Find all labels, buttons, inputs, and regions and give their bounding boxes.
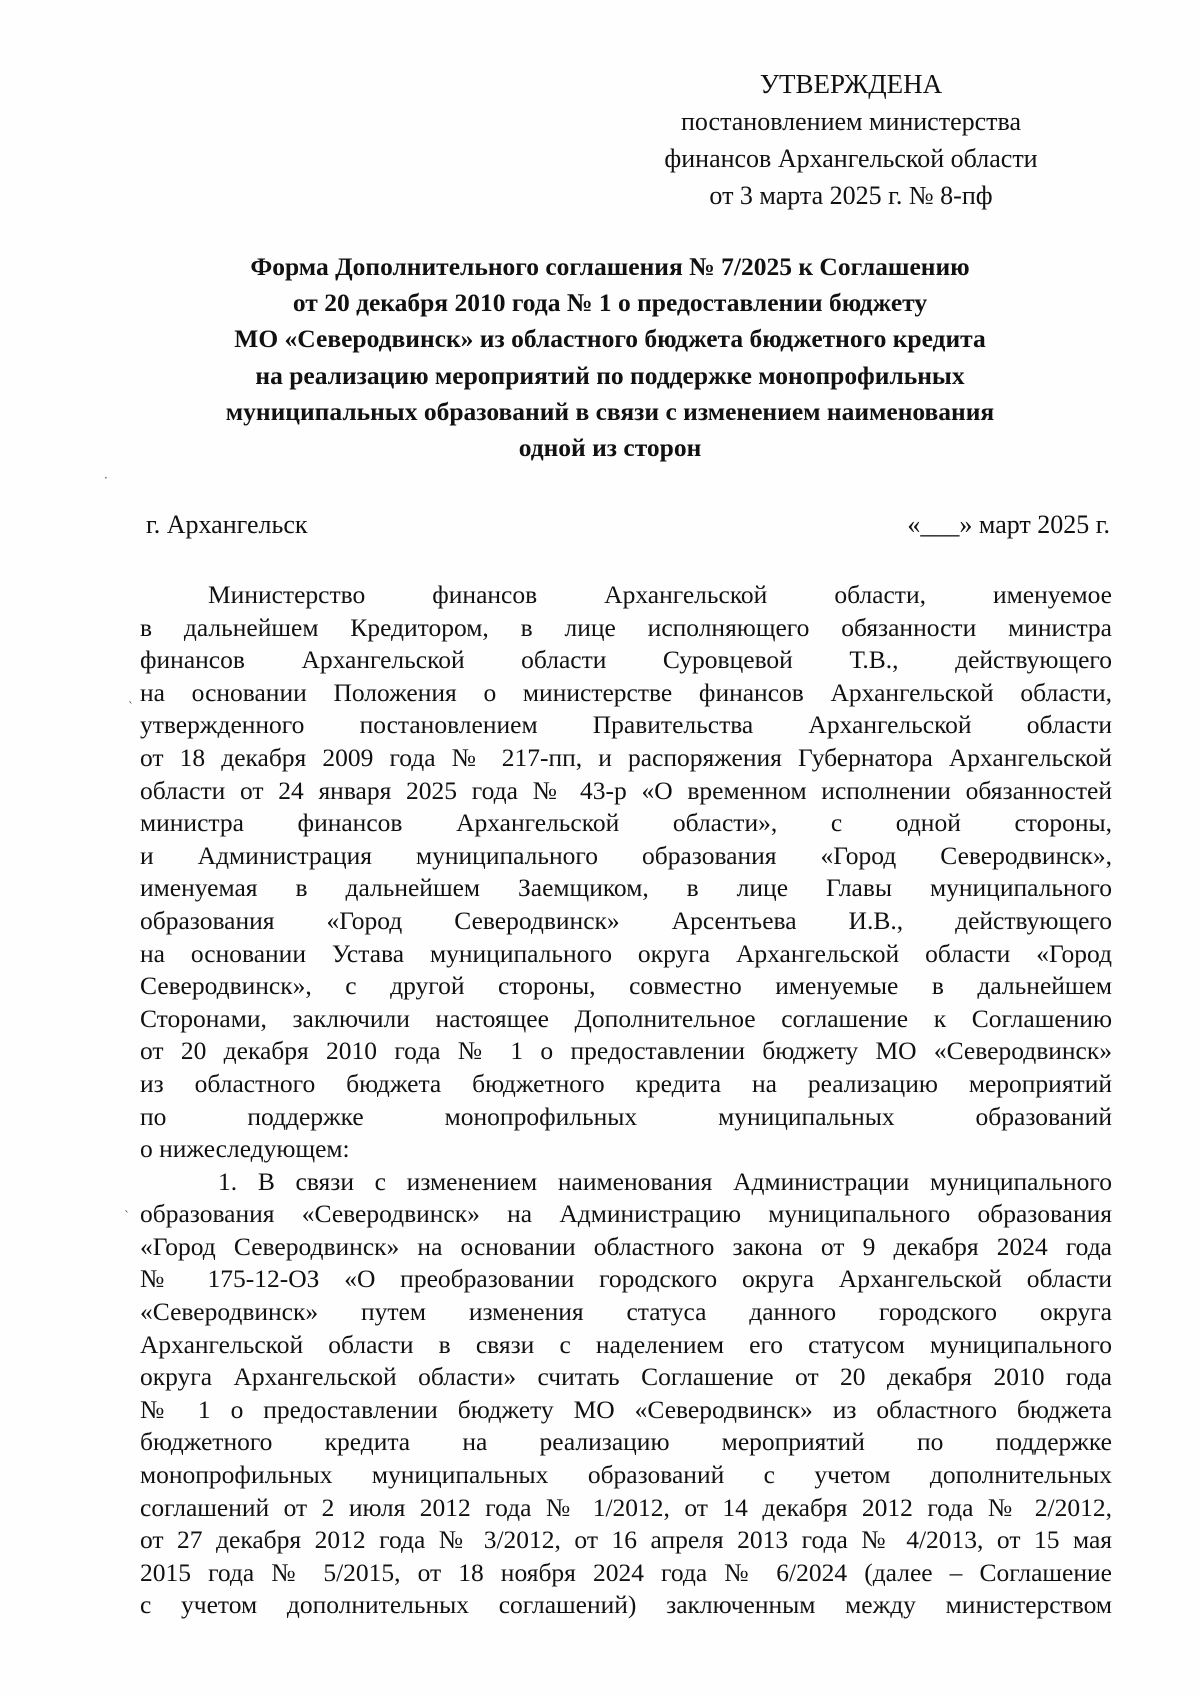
clause-1-line: «Северодвинск» путем изменения статуса данного городского округа bbox=[140, 1297, 1112, 1327]
clause-1-line: «Город Северодвинск» на основании областного закона от 9 декабря 2024 года bbox=[140, 1231, 1112, 1261]
clause-1-line: округа Архангельской области» считать Соглашение от 20 декабря 2010 года bbox=[140, 1362, 1112, 1392]
approval-heading: УТВЕРЖДЕНА bbox=[759, 69, 943, 99]
approval-line: от 3 марта 2025 г. № 8-пф bbox=[709, 181, 993, 210]
body-line: от 20 декабря 2010 года № 1 о предоставлении бюджету МО «Северодвинск» bbox=[140, 1036, 1112, 1066]
clause-1-line: 1. В связи с изменением наименования Администрации муниципального bbox=[218, 1166, 1112, 1196]
body-line: на основании Положения о министерстве финансов Архангельской области, bbox=[140, 677, 1112, 707]
approval-stamp bbox=[600, 66, 1102, 214]
clause-1-line: бюджетного кредита на реализацию мероприятий по поддержке bbox=[140, 1427, 1112, 1457]
scan-speck: ` bbox=[128, 700, 134, 714]
approval-line: финансов Архангельской области bbox=[664, 144, 1038, 173]
clause-1-line: образования «Северодвинск» на Администрацию муниципального образования bbox=[140, 1199, 1112, 1229]
scan-speck: · bbox=[104, 471, 108, 485]
body-line: финансов Архангельской области Суровцевой Т.В., действующего bbox=[140, 645, 1112, 675]
scan-speck: ` bbox=[124, 1209, 130, 1223]
body-line: Сторонами, заключили настоящее Дополнительное соглашение к Соглашению bbox=[140, 1003, 1112, 1033]
place-of-signing: г. Архангельск bbox=[146, 510, 308, 539]
title-line: на реализацию мероприятий по поддержке монопрофильных bbox=[255, 360, 965, 390]
clause-1-line: 2015 года № 5/2015, от 18 ноября 2024 года № 6/2024 (далее – Соглашение bbox=[140, 1557, 1112, 1587]
clause-1-line: Архангельской области в связи с наделением его статусом муниципального bbox=[140, 1329, 1112, 1359]
body-line: образования «Город Северодвинск» Арсентьева И.В., действующего bbox=[140, 905, 1112, 935]
title-line: одной из сторон bbox=[518, 433, 702, 463]
body-line: о нижеследующем: bbox=[140, 1134, 350, 1164]
body-line: области от 24 января 2025 года № 43-р «О временном исполнении обязанностей bbox=[140, 775, 1112, 805]
body-line: именуемая в дальнейшем Заемщиком, в лице Главы муниципального bbox=[140, 873, 1112, 903]
clause-1-line: с учетом дополнительных соглашений) заключенным между министерством bbox=[140, 1590, 1112, 1620]
title-line: МО «Северодвинск» из областного бюджета бюджетного кредита bbox=[234, 324, 986, 354]
title-line: от 20 декабря 2010 года № 1 о предоставлении бюджету bbox=[292, 288, 928, 318]
body-line: Северодвинск», с другой стороны, совместно именуемые в дальнейшем bbox=[140, 971, 1112, 1001]
approval-line: постановлением министерства bbox=[680, 107, 1022, 136]
title-line: муниципальных образований в связи с изменением наименования bbox=[225, 396, 995, 426]
body-line: на основании Устава муниципального округа Архангельской области «Город bbox=[140, 938, 1112, 968]
title-line: Форма Дополнительного соглашения № 7/2025 к Соглашению bbox=[250, 252, 970, 281]
body-line: Министерство финансов Архангельской области, именуемое bbox=[208, 580, 1112, 609]
body-line: и Администрация муниципального образования «Город Северодвинск», bbox=[140, 840, 1112, 870]
clause-1-line: монопрофильных муниципальных образований с учетом дополнительных bbox=[140, 1460, 1112, 1490]
body-line: из областного бюджета бюджетного кредита на реализацию мероприятий bbox=[140, 1068, 1112, 1098]
body-line: утвержденного постановлением Правительства Архангельской области bbox=[140, 710, 1112, 740]
clause-1-line: от 27 декабря 2012 года № 3/2012, от 16 апреля 2013 года № 4/2013, от 15 мая bbox=[140, 1525, 1112, 1555]
body-line: в дальнейшем Кредитором, в лице исполняющего обязанности министра bbox=[140, 612, 1112, 642]
clause-1-line: № 175-12-ОЗ «О преобразовании городского округа Архангельской области bbox=[140, 1264, 1112, 1294]
document-body bbox=[140, 579, 1112, 1622]
body-line: от 18 декабря 2009 года № 217-пп, и распоряжения Губернатора Архангельской bbox=[140, 742, 1112, 772]
signing-date: «___» март 2025 г. bbox=[907, 510, 1110, 539]
body-line: министра финансов Архангельской области», с одной стороны, bbox=[140, 808, 1112, 838]
document-title bbox=[120, 249, 1100, 466]
clause-1-line: соглашений от 2 июля 2012 года № 1/2012, от 14 декабря 2012 года № 2/2012, bbox=[140, 1492, 1112, 1522]
body-line: по поддержке монопрофильных муниципальных образований bbox=[140, 1101, 1112, 1131]
clause-1-line: № 1 о предоставлении бюджету МО «Северодвинск» из областного бюджета bbox=[140, 1394, 1112, 1424]
